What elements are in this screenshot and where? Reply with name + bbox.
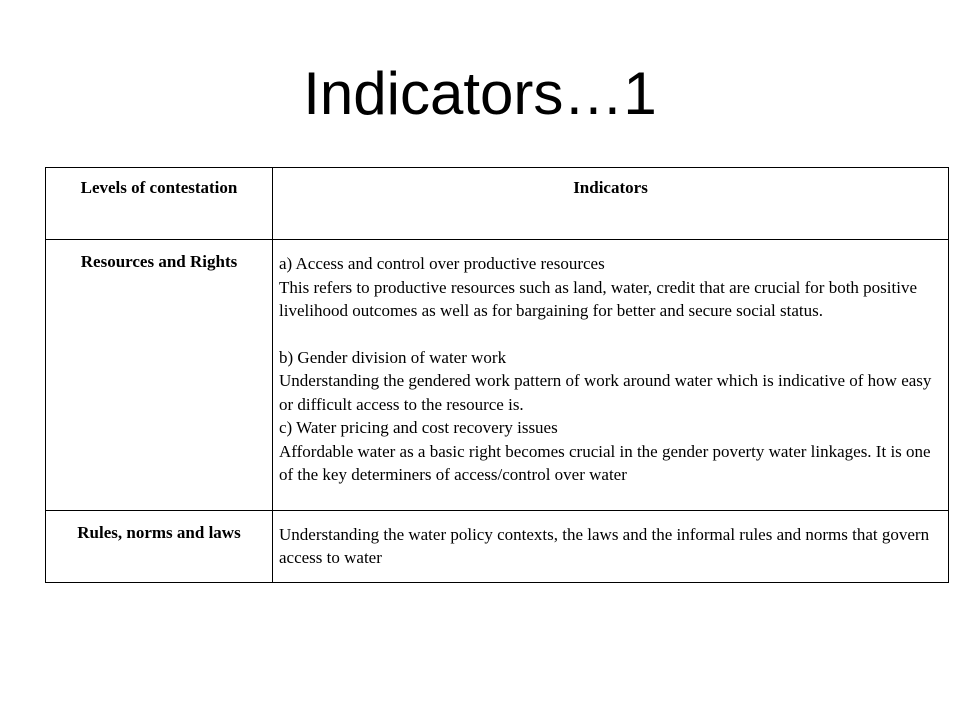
slide-title: Indicators…1 [303, 60, 657, 127]
table-row-rules-norms-and-laws [46, 510, 949, 582]
header-levels-of-contestation: Levels of contestation [46, 168, 273, 240]
table-header-row [46, 168, 949, 240]
table-row-resources-and-rights [46, 240, 949, 511]
indicators-cell [273, 510, 949, 582]
level-cell: Resources and Rights [46, 240, 273, 511]
paragraph-gap [279, 323, 940, 346]
level-cell: Rules, norms and laws [46, 510, 273, 582]
indicator-description: Understanding the gendered work pattern of work around water which is indicative of how easy or difficult access to the resource is. [279, 371, 932, 414]
indicators-cell [273, 240, 949, 511]
indicator-description: This refers to productive resources such as land, water, credit that are crucial for both positive livelihood outcomes as well as for bargaining for better and secure social status. [279, 277, 917, 320]
indicator-description: Affordable water as a basic right becomes crucial in the gender poverty water linkages. It is one of the key determiners of access/control over water [279, 441, 931, 484]
indicator-heading: a) Access and control over productive resources [279, 254, 605, 273]
indicator-heading: c) Water pricing and cost recovery issues [279, 418, 558, 437]
indicators-table [45, 167, 949, 583]
indicator-heading: b) Gender division of water work [279, 347, 507, 367]
indicator-description: Understanding the water policy contexts, the laws and the informal rules and norms that govern access to water [279, 524, 930, 567]
header-indicators: Indicators [273, 168, 949, 240]
